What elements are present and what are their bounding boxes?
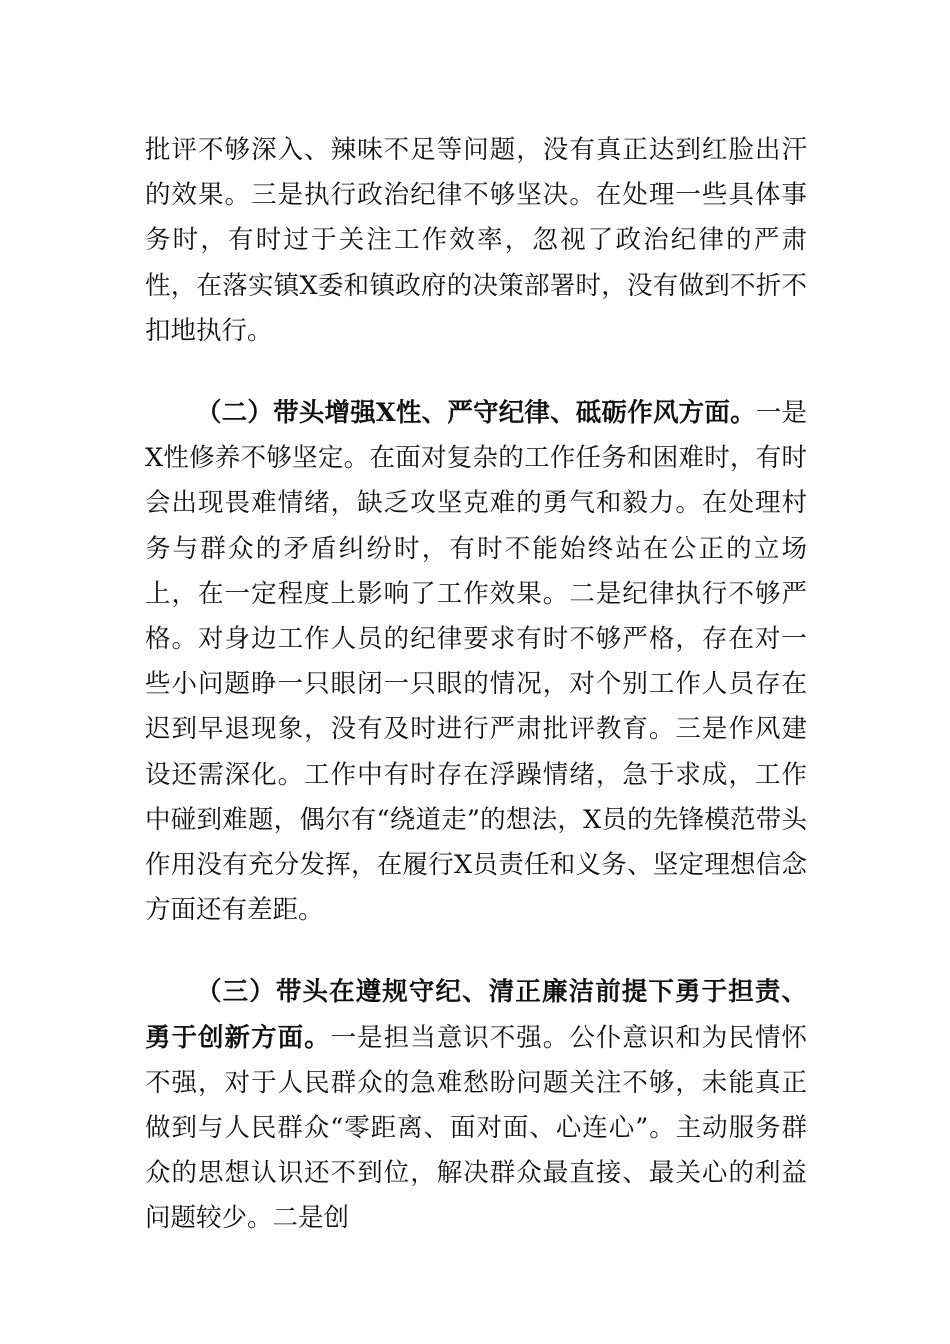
paragraph-text: 一是X性修养不够坚定。在面对复杂的工作任务和困难时，有时会出现畏难情绪，缺乏攻坚克难的勇气和毅力。在处理村务与群众的矛盾纠纷时，有时不能始终站在公正的立场上，在一定程度上影响了工作效果。二是纪律执行不够严格。对身边工作人员的纪律要求有时不够严格，存在对一些小问题睁一只眼闭一只眼的情况，对个别工作人员存在迟到早退现象，没有及时进行严肃批评教育。三是作风建设还需深化。工作中有时存在浮躁情绪，急于求成，工作中碰到难题，偶尔有“绕道走”的想法，X员的先锋模范带头作用没有充分发挥，在履行X员责任和义务、坚定理想信念方面还有差距。 [145, 398, 807, 926]
section-heading: （三）带头在遵规守纪、清正廉洁前提下勇于担责、勇于创新方面。 [145, 977, 807, 1053]
paragraph-text: 一是担当意识不强。公仆意识和为民情怀不强，对于人民群众的急难愁盼问题关注不够，未能真正做到与人民群众“零距离、面对面、心连心”。主动服务群众的思想认识还不到位，解决群众最直接、最关心的利益问题较少。二是创 [145, 1022, 807, 1234]
paragraph-text: 批评不够深入、辣味不足等问题，没有真正达到红脸出汗的效果。三是执行政治纪律不够坚决。在处理一些具体事务时，有时过于关注工作效率，忽视了政治纪律的严肃性，在落实镇X委和镇政府的决策部署时，没有做到不折不扣地执行。 [145, 135, 807, 346]
paragraph-section-2 [145, 391, 807, 933]
paragraph-continuation [145, 128, 807, 354]
section-heading: （二）带头增强X性、严守纪律、砥砺作风方面。 [196, 398, 756, 429]
document-body [145, 128, 807, 1242]
paragraph-section-3 [145, 970, 807, 1241]
